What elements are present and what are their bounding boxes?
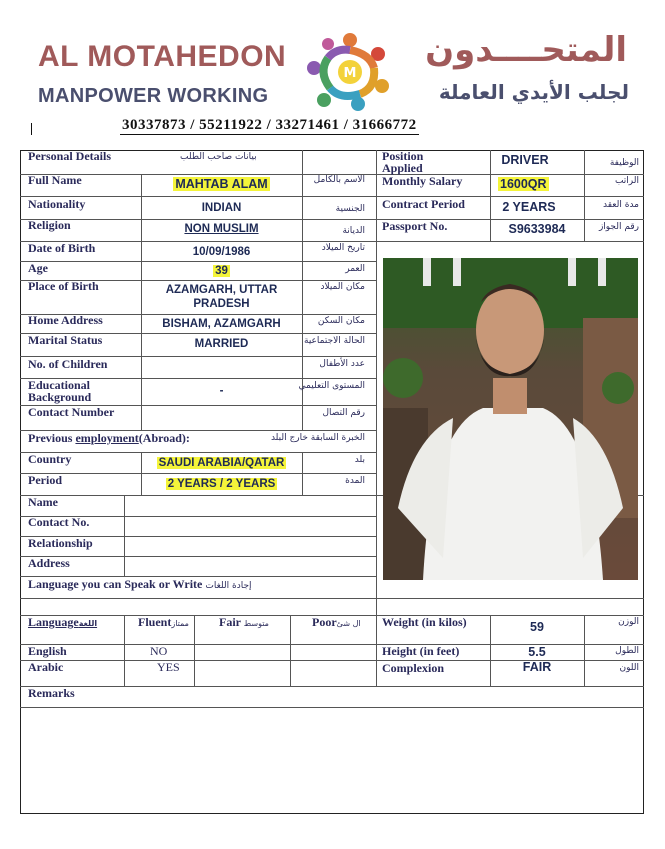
label-age: Age: [28, 261, 48, 275]
brand-name-en: AL MOTAHEDON: [38, 40, 287, 73]
label-position-applied: Position Applied: [382, 149, 424, 175]
label-contract-period: Contract Period: [382, 197, 465, 211]
lang-row-arabic: Arabic: [28, 660, 64, 674]
remarks-area[interactable]: [21, 708, 643, 813]
value-contract[interactable]: 2 YEARS: [502, 200, 556, 214]
label-ref-name: Name: [28, 495, 58, 509]
ar-salary: الراتب: [614, 176, 639, 186]
value-education[interactable]: -: [219, 385, 224, 397]
ar-previous-employment: الخبرة السابقة خارج البلد: [270, 433, 365, 443]
value-age[interactable]: 39: [215, 265, 228, 277]
ar-home-address: مكان السكن: [317, 316, 365, 326]
brand-tagline-en: MANPOWER WORKING: [38, 85, 269, 107]
ar-period: المدة: [345, 476, 365, 486]
value-home-address[interactable]: BISHAM, AZAMGARH: [162, 318, 281, 330]
label-contact-number: Contact Number: [28, 405, 115, 419]
label-country: Country: [28, 452, 72, 466]
label-religion: Religion: [28, 218, 71, 232]
ar-weight: الوزن: [618, 617, 639, 627]
label-ref-relationship: Relationship: [28, 536, 93, 550]
value-dob[interactable]: 10/09/1986: [192, 246, 251, 258]
ar-personal-details: بيانات صاحب الطلب: [180, 152, 257, 162]
label-weight: Weight (in kilos): [382, 615, 467, 629]
ar-full-name: الاسم بالكامل: [313, 175, 365, 185]
label-full-name: Full Name: [28, 173, 82, 187]
col-language: Languageاللغة: [28, 615, 98, 629]
ar-place-of-birth: مكان الميلاد: [320, 282, 365, 292]
ar-dob: تاريخ الميلاد: [321, 243, 365, 253]
value-weight[interactable]: 59: [530, 620, 544, 634]
applicant-photo: [383, 258, 638, 580]
label-children: No. of Children: [28, 357, 108, 371]
value-salary[interactable]: 1600QR: [500, 177, 547, 191]
label-language-heading: Language you can Speak or Write إجادة اللغات: [28, 577, 252, 591]
label-education: Educational Background: [28, 378, 92, 404]
value-full-name[interactable]: MAHTAB ALAM: [175, 177, 268, 191]
brand-tagline-ar: لجلب الأيدي العاملة: [438, 80, 629, 104]
value-complexion[interactable]: FAIR: [522, 660, 552, 674]
lang-arabic-fluent[interactable]: YES: [157, 660, 180, 674]
ar-contact-number: رقم التصال: [322, 408, 365, 418]
label-ref-address: Address: [28, 556, 70, 570]
ar-children: عدد الأطفال: [319, 359, 365, 369]
ar-education: المستوى التعليمي: [298, 381, 365, 391]
lang-row-english: English: [28, 644, 67, 658]
value-passport[interactable]: S9633984: [508, 222, 566, 236]
value-height[interactable]: 5.5: [528, 645, 546, 659]
label-monthly-salary: Monthly Salary: [382, 174, 463, 188]
ar-age: العمر: [345, 264, 365, 274]
value-position[interactable]: DRIVER: [501, 153, 549, 167]
ar-contract: مدة العقد: [603, 200, 639, 210]
value-place-of-birth[interactable]: AZAMGARH, UTTAR PRADESH: [165, 284, 278, 310]
text-cursor: [31, 123, 32, 135]
label-home-address: Home Address: [28, 313, 103, 327]
value-religion[interactable]: NON MUSLIM: [184, 223, 259, 235]
label-passport: Passport No.: [382, 219, 448, 233]
value-nationality[interactable]: INDIAN: [201, 202, 242, 214]
col-fluent: Fluentممتاز: [138, 615, 189, 629]
label-period: Period: [28, 473, 62, 487]
label-ref-contact: Contact No.: [28, 515, 90, 529]
lang-english-fluent[interactable]: NO: [150, 644, 168, 658]
ar-nationality: الجنسية: [335, 204, 365, 214]
value-marital-status[interactable]: MARRIED: [194, 338, 249, 350]
value-country[interactable]: SAUDI ARABIA/QATAR: [158, 457, 285, 469]
label-personal-details: Personal Details: [28, 149, 111, 163]
ar-religion: الديانة: [342, 226, 365, 236]
col-poor: Poorال شئ: [312, 615, 361, 629]
logo-letter: M: [343, 66, 357, 81]
ar-passport: رقم الجواز: [598, 222, 639, 232]
brand-name-ar: المتحــــدون: [425, 30, 627, 70]
label-marital-status: Marital Status: [28, 333, 103, 347]
label-nationality: Nationality: [28, 197, 86, 211]
label-complexion: Complexion: [382, 661, 445, 675]
phone-numbers: 30337873 / 55211922 / 33271461 / 31666772: [122, 117, 417, 133]
company-logo: [300, 28, 400, 112]
ar-country: بلد: [354, 455, 365, 465]
label-place-of-birth: Place of Birth: [28, 279, 99, 293]
value-period[interactable]: 2 YEARS / 2 YEARS: [167, 478, 276, 490]
ar-complexion: اللون: [619, 663, 639, 673]
ar-position: الوظيفة: [609, 158, 639, 168]
ar-height: الطول: [615, 646, 639, 656]
label-dob: Date of Birth: [28, 241, 96, 255]
col-fair: Fair متوسط: [219, 615, 269, 629]
label-height: Height (in feet): [382, 644, 460, 658]
label-previous-employment: Previous employment(Abroad):: [28, 431, 190, 445]
label-remarks: Remarks: [28, 686, 75, 700]
ar-marital-status: الحالة الاجتماعية: [304, 336, 365, 346]
